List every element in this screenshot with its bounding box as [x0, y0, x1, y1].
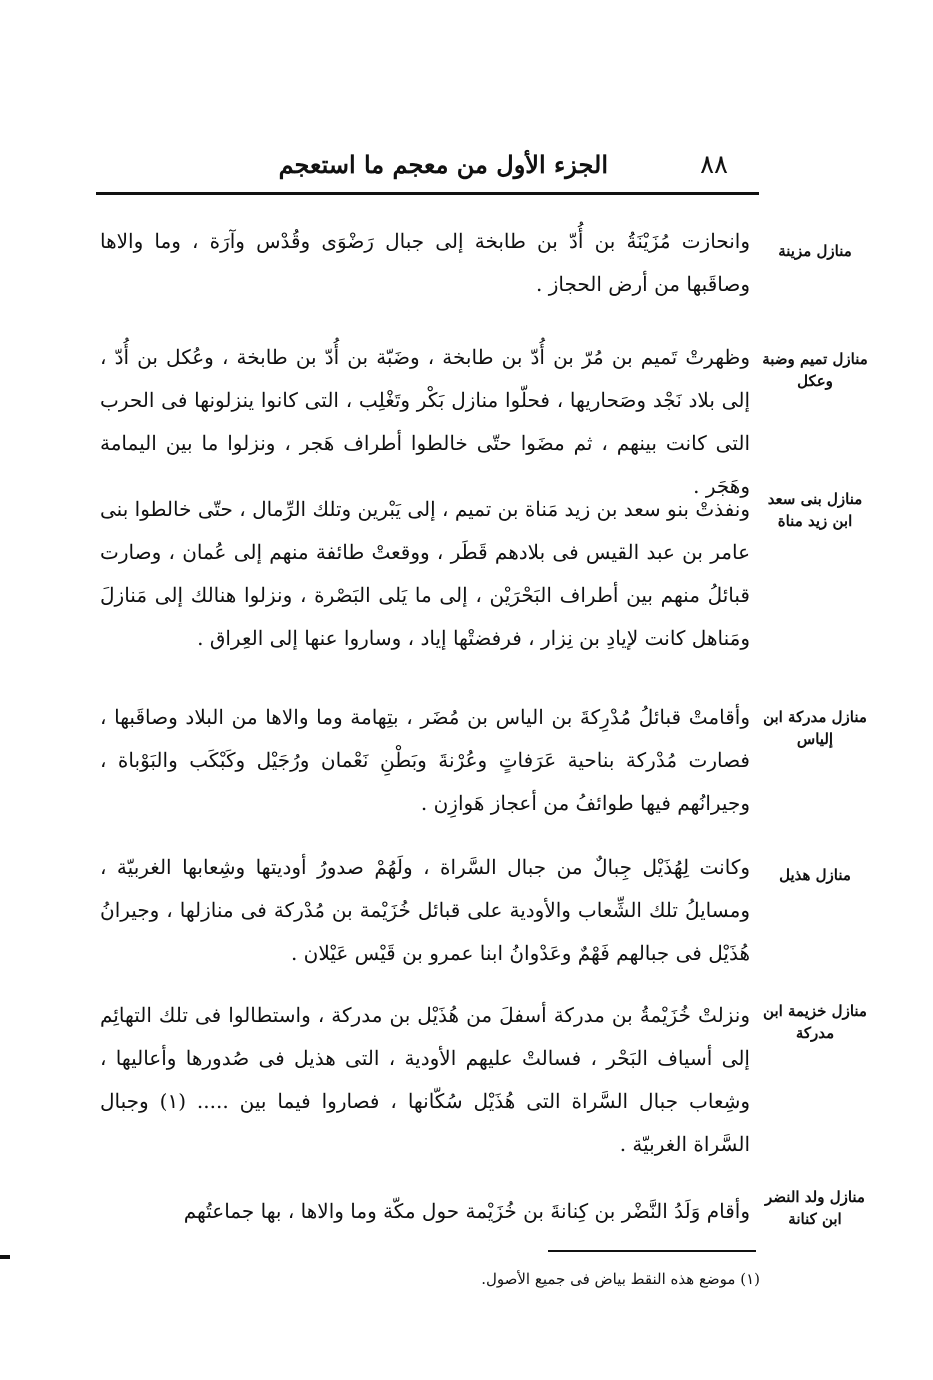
paragraph-muzayna: وانحازت مُزَيْنَةُ بن أُدّ بن طابخة إلى جبال رَضْوَى وقُدْس وآرَة ، وما والاها وصاقَبها من أرض الحجاز . [100, 229, 750, 296]
margin-note-nadr: منازل ولد النضر ابن كنانة [765, 1188, 865, 1228]
margin-note-hudhayl: منازل هذيل [779, 866, 851, 884]
paragraph-tamim: وظهرتْ تَميم بن مُرّ بن أُدّ بن طابخة ، وضَبّة بن أُدّ بن طابخة ، وعُكل بن أُدّ ، إلى بلاد نَجْد وصَحاريها ، فحلّوا منازل بَكْر وتَغْلِب ، التى كانوا ينزلونها فى الحرب التى كانت بينهم ، ثم مضَوا حتّى خالطوا أطراف هَجر ، ونزلوا ما بين اليمامة وهَجَر . [100, 345, 750, 498]
footnote: (١) موضع هذه النقط بياض فى جميع الأصول. [481, 1270, 760, 1288]
paragraph-saad: ونفذتْ بنو سعد بن زيد مَناة بن تميم ، إلى يَبْرين وتلك الرِّمال ، حتّى خالطوا بنى عامر بن عبد القيس فى بلادهم قَطَر ، ووقعتْ طائفة منهم إلى عُمان ، وصارت قبائلُ منهم بين أطراف البَحْرَيْن ، إلى ما يَلى البَصْرة ، ونزلوا هنالك إلى مَنازلَ ومَناهل كانت لإيادِ بن نِزار ، فرفضتْها إياد ، وساروا عنها إلى العِراق . [100, 497, 750, 650]
header-rule [96, 192, 759, 195]
page-number: ٨٨ [700, 150, 728, 180]
margin-note-mudrika: منازل مدركة ابن إلياس [763, 708, 867, 748]
paragraph-mudrika: وأقامتْ قبائلُ مُدْرِكةَ بن الياس بن مُضَر ، بتِهامة وما والاها من البلاد وصاقَبها ، فصارت مُدْركة بناحية عَرَفاتٍ وعُرْنةَ وبَطْنِ نَعْمان ورُجَيْل وكَبْكَب والبَوْباة ، وجيرانُهم فيها طوائفُ من أعجاز هَوازِن . [100, 705, 750, 815]
margin-note-tamim: منازل تميم وضبة وعكل [762, 350, 868, 390]
margin-note-saad: منازل بنى سعد ابن زيد مناة [767, 490, 863, 530]
paragraph-nadr: وأقام وَلَدُ النَّضْر بن كِنانةَ بن خُزَيْمة حول مكّة وما والاها ، بها جماعتُهم [183, 1199, 750, 1223]
page-header [98, 150, 758, 184]
paragraph-khuzayma: ونزلتْ خُزَيْمةُ بن مدركة أسفلَ من هُذَيْل بن مدركة ، واستطالوا فى تلك التهائِم إلى أسياف البَحْر ، فسالتْ عليهم الأودية ، التى هذيل فى صُدورها وأعاليها ، وشِعاب جبال السَّراة التى هُذَيْل سُكّانها ، فصاروا فيما بين ..... (١) وجبال السَّراة الغربيّة . [100, 1003, 751, 1156]
scan-edge-mark [0, 1255, 10, 1259]
running-title: الجزء الأول من معجم ما استعجم [278, 150, 608, 179]
paragraph-hudhayl: وكانت لِهُذَيْل جِبالٌ من جبال السَّراة ، ولَهُمْ صدورُ أوديتها وشِعابها الغربيّة ، ومسايلُ تلك الشِّعاب والأودية على قبائل خُزَيْمة بن مُدْركة فى منازلها ، وجيرانُ هُذَيْل فى جبالهم فَهْمٌ وعَدْوانُ ابنا عمرو بن قَيْس عَيْلان . [100, 855, 750, 965]
margin-note-muzayna: منازل مزينة [778, 242, 852, 260]
footnote-rule [548, 1250, 756, 1252]
margin-note-khuzayma: منازل خزيمة ابن مدركة [763, 1002, 867, 1042]
